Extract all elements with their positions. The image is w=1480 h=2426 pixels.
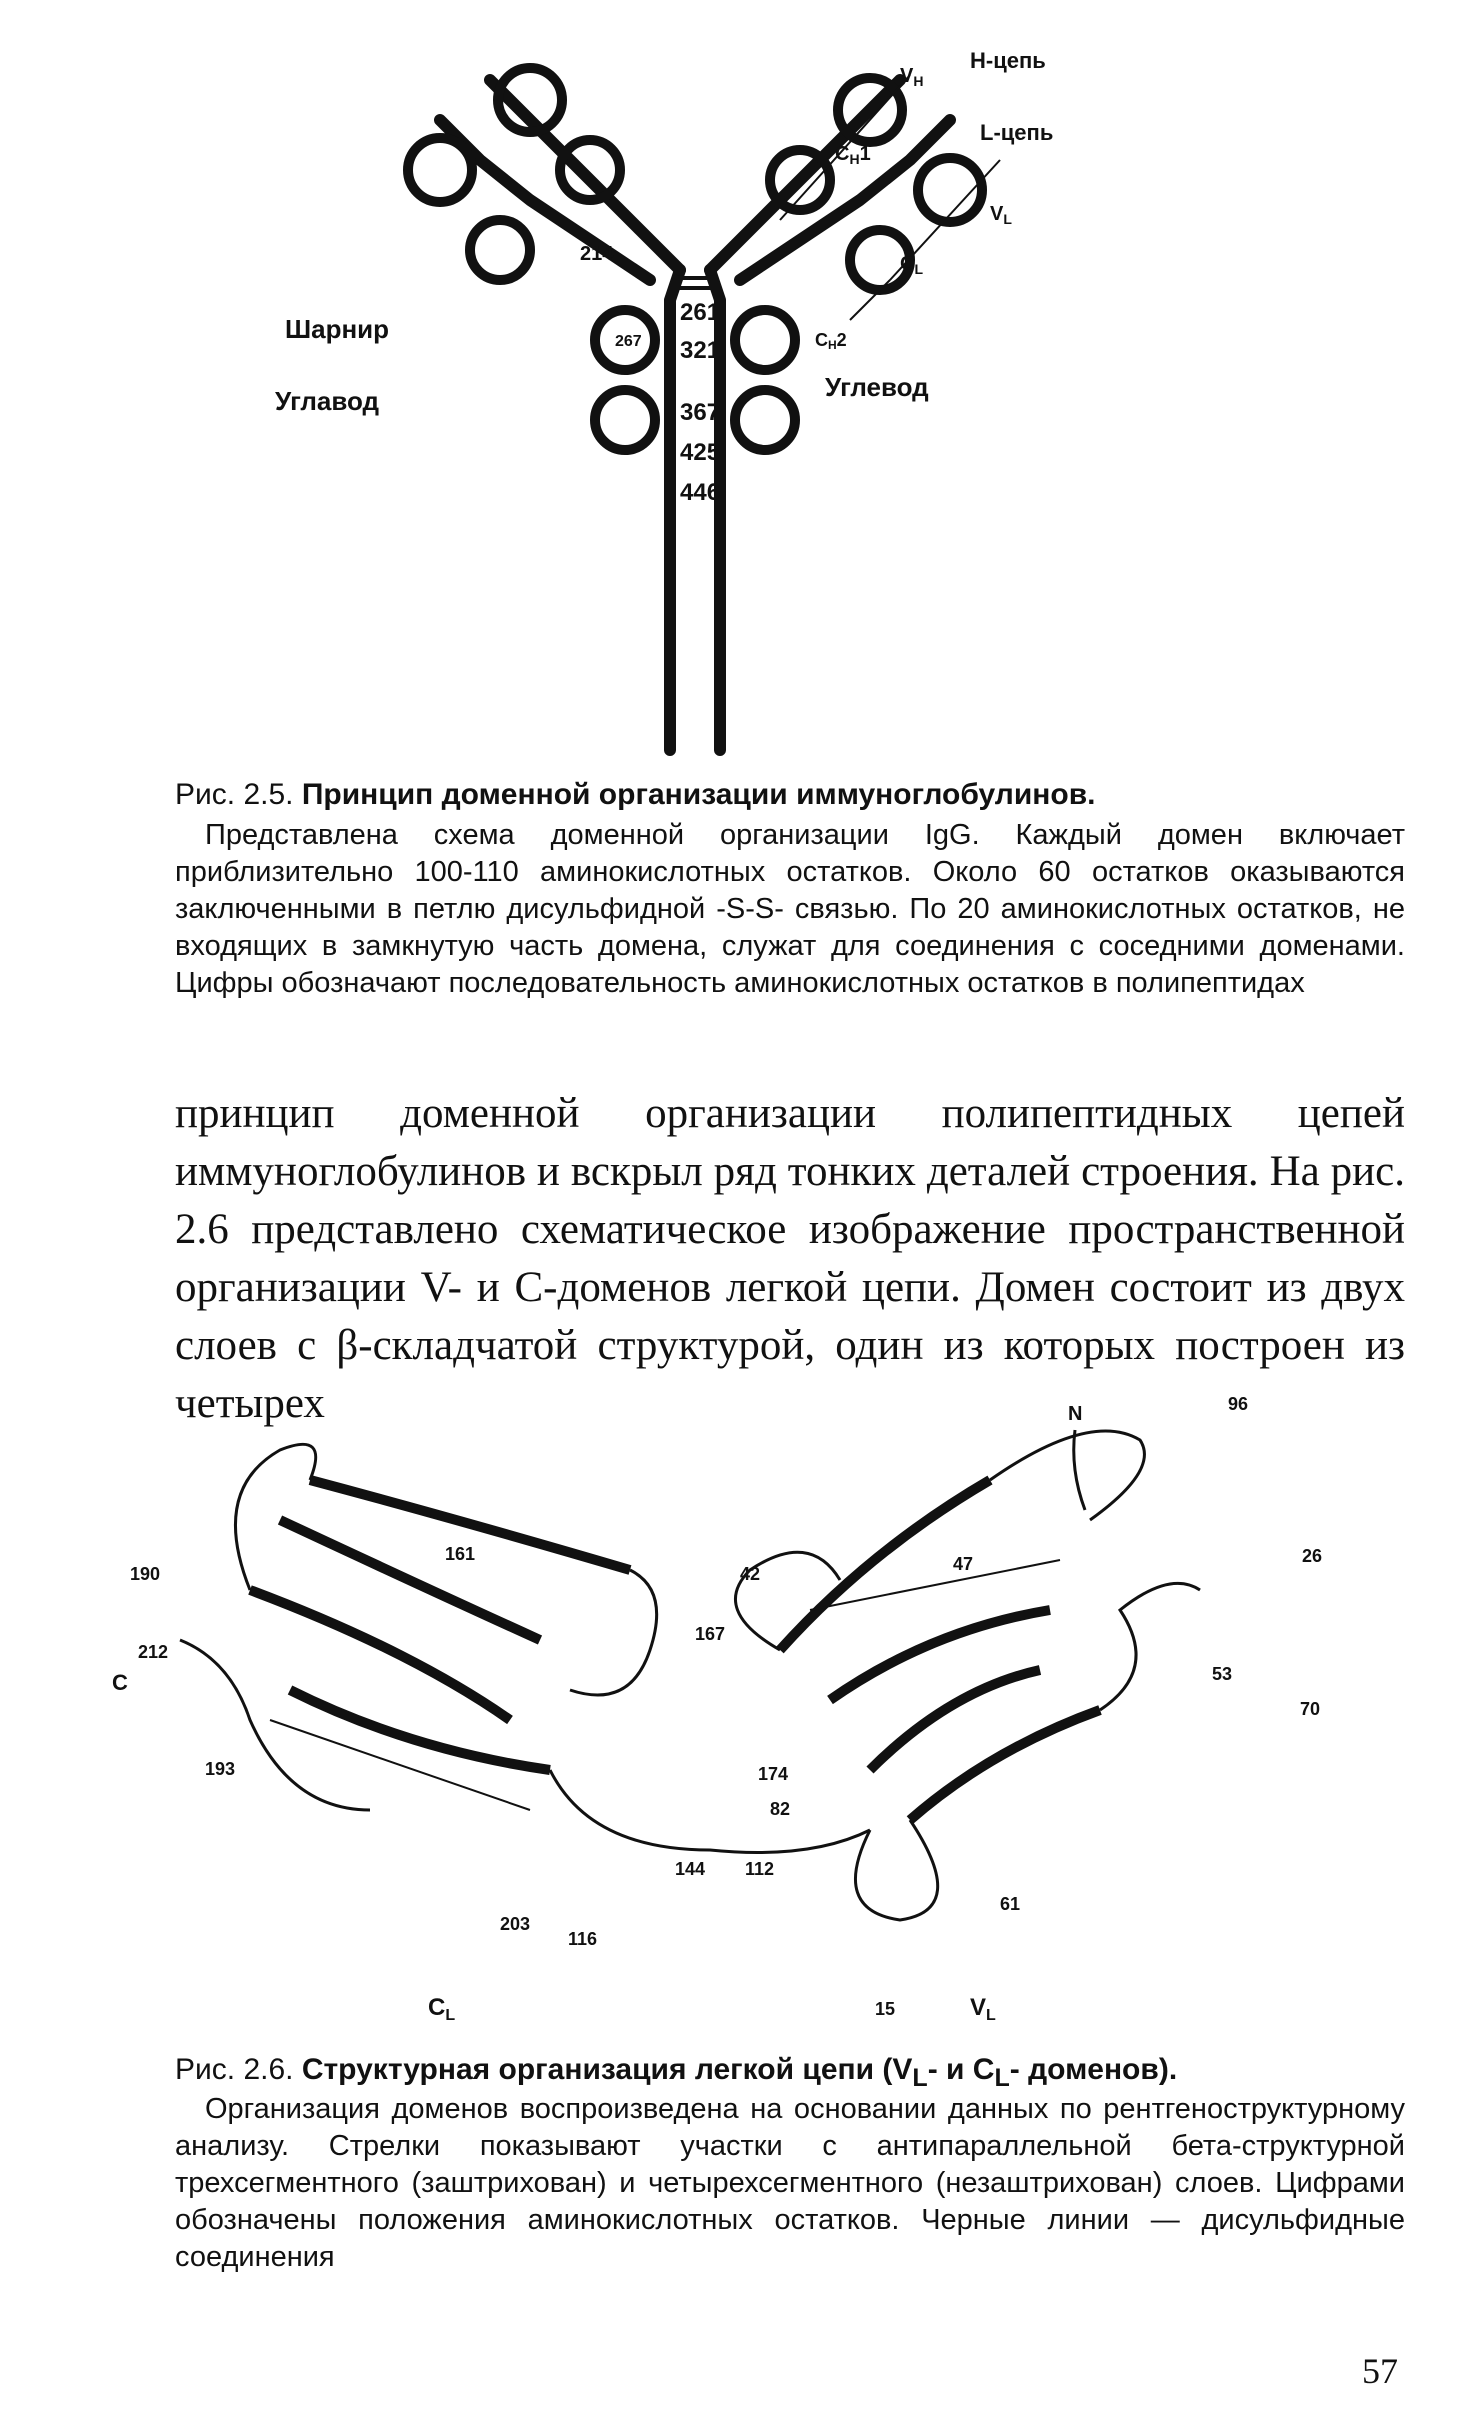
residue-212: 212 <box>138 1642 169 1662</box>
residue-61: 61 <box>1000 1894 1021 1914</box>
vl-strand-4 <box>910 1710 1100 1820</box>
residue-267: 267 <box>615 333 642 350</box>
cl-loop-right <box>570 1570 657 1695</box>
body-paragraph: принцип доменной организации полипептидных цепей иммуноглобулинов и вскрыл ряд тонких деталей строения. На рис. 2.6 представлено схематическое изображение пространственной организации V- и C-доменов легкой цепи. Домен состоит из двух слоев с β-складчатой структурой, один из которых построен из четырех <box>175 1090 1405 1427</box>
light-chain-structure-diagram <box>110 1390 1330 2030</box>
residue-446: 446 <box>680 479 721 506</box>
h-chain-label: H-цепь <box>970 48 1046 73</box>
figure2-caption-title <box>175 2053 1395 2095</box>
residue-70: 70 <box>1300 1699 1321 1719</box>
residue-47: 47 <box>953 1554 974 1574</box>
carbohydrate-right-label: Углевод <box>825 372 929 402</box>
figure2-caption-prefix: Рис. 2.6. <box>175 2053 294 2086</box>
igg-domain-diagram <box>275 20 1080 750</box>
residue-42: 42 <box>740 1564 761 1584</box>
cl-domain-label: $C_L$ <box>428 1994 456 2024</box>
ch2-right-loop <box>735 310 795 370</box>
residue-161: 161 <box>445 1544 476 1564</box>
residue-203: 203 <box>500 1914 531 1934</box>
residue-321: 321 <box>680 337 721 364</box>
residue-116: 116 <box>568 1929 598 1949</box>
residue-214: 214 <box>580 243 614 265</box>
fc-left-strand <box>670 270 680 750</box>
carbohydrate-left-label: Углавод <box>275 386 380 416</box>
residue-174: 174 <box>758 1764 789 1784</box>
vl-strand-3 <box>870 1670 1040 1770</box>
vl-domain-label: $V_L$ <box>970 1994 996 2024</box>
residue-96: 96 <box>1228 1394 1249 1414</box>
vl-loop-right <box>1100 1583 1200 1710</box>
vl-loop-bottom <box>855 1820 937 1920</box>
ch3-left-loop <box>595 390 655 450</box>
residue-425: 425 <box>680 439 721 466</box>
vl-label: $V_L$ <box>990 203 1012 227</box>
figure2-caption-heading: Структурная организация легкой цепи ($V_L-$ и $C_L-$ доменов). <box>301 2053 1178 2092</box>
ch1-label: $C_H1$ <box>835 143 871 167</box>
figure1-caption-prefix: Рис. 2.5. <box>175 778 294 811</box>
residue-261: 261 <box>680 299 721 326</box>
residue-53: 53 <box>1212 1664 1233 1684</box>
residue-190: 190 <box>130 1564 161 1584</box>
vl-loop-top <box>990 1431 1144 1520</box>
residue-367: 367 <box>680 399 721 426</box>
ch2-label: CH2 <box>815 330 847 352</box>
residue-144: 144 <box>675 1859 706 1879</box>
n-terminus-label: N <box>1068 1403 1083 1425</box>
c-terminus-label: C <box>112 1670 128 1695</box>
figure1-caption-body: Представлена схема доменной организации IgG. Каждый домен включает приблизительно 100-110 аминокислотных остатков. Около 60 остатков оказываются заключенными в петлю дисульфидной -S-S- связью. По 20 аминокислотных остатков, не входящих в замкнутую часть домена, служат для соединения с соседними доменами. Цифры обозначают последовательность аминокислотных остатков в полипептидах <box>175 819 1405 999</box>
left-cl-loop <box>470 220 530 280</box>
residue-26: 26 <box>1302 1546 1323 1566</box>
residue-193: 193 <box>205 1759 236 1779</box>
left-vl-loop <box>408 138 472 202</box>
vh-label: $V_H$ <box>900 65 924 89</box>
residue-15: 15 <box>875 1999 896 2019</box>
residue-167: 167 <box>695 1624 726 1644</box>
l-chain-label: L-цепь <box>980 120 1054 145</box>
cl-label: $C_L$ <box>900 253 924 277</box>
ch3-right-loop <box>735 390 795 450</box>
cl-connector <box>550 1770 870 1853</box>
cl-strand-4 <box>290 1690 550 1770</box>
hinge-label: Шарнир <box>285 314 390 344</box>
residue-82: 82 <box>770 1799 791 1819</box>
n-terminal <box>1074 1430 1085 1510</box>
cl-loop-top <box>235 1444 315 1590</box>
figure1-caption-title <box>175 778 1395 812</box>
cl-loop-bottom <box>180 1640 370 1810</box>
residue-112: 112 <box>745 1859 775 1879</box>
figure1-caption-heading: Принцип доменной организации иммуноглобулинов. <box>301 778 1096 811</box>
vl-strand-2 <box>830 1610 1050 1700</box>
left-ch1-loop <box>560 140 620 200</box>
page-number: 57 <box>1362 2351 1398 2391</box>
figure2-caption-body: Организация доменов воспроизведена на основании данных по рентгеноструктурному анализу. Стрелки показывают участки с антипараллельной бета-структурной трехсегментного (заштрихован) и четырехсегментного (незаштрихован) слоев. Цифрами обозначены положения аминокислотных остатков. Черные линии — дисульфидные соединения <box>175 2093 1405 2273</box>
